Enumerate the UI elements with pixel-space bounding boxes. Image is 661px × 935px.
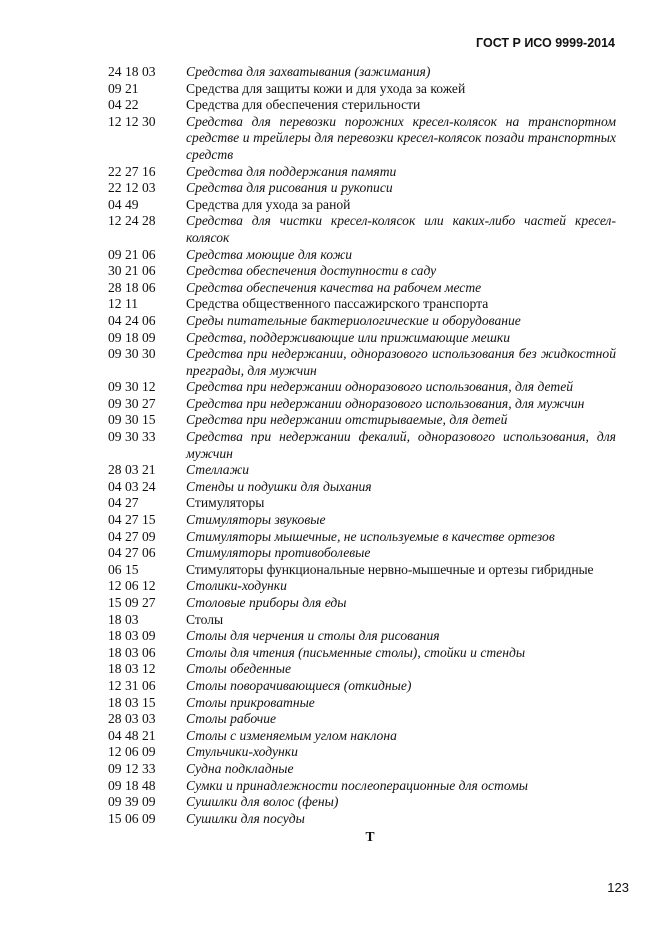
entry-code: 18 03 09: [108, 628, 156, 644]
entry-term: Средства для перевозки порожних кресел-колясок на транспортном средстве и трейлеры для перевозки кресел-колясок позади транспортных средств: [186, 113, 616, 162]
index-entry: [108, 213, 616, 246]
entry-term: Средства обеспечения качества на рабочем месте: [186, 279, 482, 295]
entry-code: 28 18 06: [108, 279, 156, 295]
entry-term: Сушилки для посуды: [186, 810, 305, 826]
entry-term: Средства для чистки кресел-колясок или каких-либо частей кресел-колясок: [186, 213, 616, 245]
entry-code: 18 03 15: [108, 694, 156, 710]
index-entry: [108, 164, 616, 181]
entry-term: Средства общественного пассажирского транспорта: [186, 296, 489, 312]
index-entry: [108, 379, 616, 396]
index-entry: [108, 296, 616, 313]
index-entry: [108, 429, 616, 462]
index-list: [108, 64, 616, 846]
index-entry: [108, 612, 616, 629]
entry-code: 28 03 03: [108, 711, 156, 727]
index-entry: [108, 578, 616, 595]
entry-term: Средства при недержании, одноразового использования без жидкостной преграды, для мужчин: [186, 346, 616, 378]
entry-code: 22 12 03: [108, 180, 156, 196]
entry-code: 09 30 33: [108, 429, 156, 445]
index-entry: [108, 180, 616, 197]
index-entry: [108, 744, 616, 761]
entry-term: Стеллажи: [186, 462, 250, 478]
entry-term: Столовые приборы для еды: [186, 595, 347, 610]
entry-term: Средства, поддерживающие или прижимающие мешки: [186, 329, 511, 345]
entry-term: Сумки и принадлежности послеоперационные для остомы: [186, 777, 529, 793]
index-entry: [108, 64, 616, 81]
entry-code: 15 06 09: [108, 810, 156, 826]
section-letter: Т: [365, 829, 375, 845]
entry-term: Средства моющие для кожи: [186, 246, 353, 262]
entry-term: Средства при недержании одноразового использования, для детей: [186, 379, 574, 395]
entry-code: 04 27 06: [108, 545, 156, 561]
entry-term: Средства для защиты кожи и для ухода за кожей: [186, 80, 466, 96]
entry-term: Средства при недержании фекалий, одноразового использования, для мужчин: [186, 429, 616, 461]
entry-code: 12 06 12: [108, 578, 156, 594]
entry-code: 18 03 06: [108, 644, 156, 660]
index-entry: [108, 97, 616, 114]
entry-code: 09 18 48: [108, 777, 156, 793]
index-entry: [108, 794, 616, 811]
entry-code: 06 15: [108, 561, 139, 577]
entry-code: 12 11: [108, 296, 139, 312]
entry-term: Среды питательные бактериологические и оборудование: [186, 312, 521, 328]
entry-term: Стимуляторы функциональные нервно-мышечные и ортезы гибридные: [186, 561, 594, 577]
entry-term: Стимуляторы мышечные, не используемые в качестве ортезов: [186, 528, 555, 544]
entry-code: 04 27 15: [108, 512, 156, 528]
document-header: ГОСТ Р ИСО 9999-2014: [476, 36, 615, 50]
index-entry: [108, 678, 616, 695]
entry-term: Средства для рисования и рукописи: [186, 180, 393, 196]
index-entry: [108, 761, 616, 778]
entry-code: 18 03 12: [108, 661, 156, 677]
entry-code: 12 06 09: [108, 744, 156, 760]
index-entry: [108, 330, 616, 347]
page-number: 123: [607, 880, 629, 895]
entry-term: Средства для обеспечения стерильности: [186, 97, 421, 113]
entry-term: Стимуляторы противоболевые: [186, 545, 371, 561]
entry-code: 09 30 15: [108, 412, 156, 428]
entry-list: [108, 64, 616, 827]
index-entry: [108, 529, 616, 546]
entry-term: Сушилки для волос (фены): [186, 794, 339, 810]
entry-term: Стимуляторы: [186, 495, 265, 511]
entry-code: 09 30 30: [108, 346, 156, 362]
index-entry: [108, 412, 616, 429]
entry-code: 12 24 28: [108, 213, 156, 229]
entry-code: 15 09 27: [108, 595, 156, 610]
entry-term: Средства для ухода за раной: [186, 196, 351, 212]
entry-code: 04 27: [108, 495, 139, 511]
index-entry: [108, 545, 616, 562]
index-entry: [108, 462, 616, 479]
entry-term: Стимуляторы звуковые: [186, 512, 326, 528]
index-entry: [108, 695, 616, 712]
entry-code: 04 24 06: [108, 312, 156, 328]
entry-code: 09 12 33: [108, 760, 156, 776]
index-entry: [108, 728, 616, 745]
entry-term: Столы поворачивающиеся (откидные): [186, 677, 412, 693]
index-entry: [108, 197, 616, 214]
index-entry: [108, 595, 616, 612]
entry-code: 24 18 03: [108, 64, 156, 79]
index-entry: [108, 495, 616, 512]
index-entry: [108, 313, 616, 330]
entry-code: 04 48 21: [108, 727, 156, 743]
entry-code: 04 27 09: [108, 528, 156, 544]
entry-code: 04 03 24: [108, 478, 156, 494]
entry-term: Столы: [186, 611, 224, 627]
index-entry: [108, 512, 616, 529]
entry-code: 22 27 16: [108, 163, 156, 179]
entry-code: 09 21 06: [108, 246, 156, 262]
entry-code: 30 21 06: [108, 263, 156, 279]
index-entry: [108, 346, 616, 379]
entry-term: Столы для черчения и столы для рисования: [186, 628, 440, 644]
entry-term: Стенды и подушки для дыхания: [186, 478, 372, 494]
index-entry: [108, 479, 616, 496]
entry-code: 09 30 27: [108, 395, 156, 411]
entry-code: 09 39 09: [108, 794, 156, 810]
index-entry: [108, 396, 616, 413]
entry-code: 04 49: [108, 196, 139, 212]
entry-term: Столы с изменяемым углом наклона: [186, 727, 397, 743]
index-entry: [108, 661, 616, 678]
entry-code: 04 22: [108, 97, 139, 113]
entry-term: Средства для захватывания (зажимания): [186, 64, 431, 79]
index-entry: [108, 280, 616, 297]
index-entry: [108, 263, 616, 280]
index-entry: [108, 81, 616, 98]
entry-term: Столы для чтения (письменные столы), стойки и стенды: [186, 644, 526, 660]
entry-term: Столы рабочие: [186, 711, 277, 727]
index-entry: [108, 711, 616, 728]
entry-code: 28 03 21: [108, 462, 156, 478]
index-entry: [108, 811, 616, 828]
index-entry: [108, 114, 616, 164]
index-entry: [108, 645, 616, 662]
index-entry: [108, 778, 616, 795]
entry-code: 12 12 30: [108, 113, 156, 129]
entry-term: Столы прикроватные: [186, 694, 315, 710]
entry-code: 09 21: [108, 80, 139, 96]
entry-term: Средства для поддержания памяти: [186, 163, 397, 179]
entry-term: Средства обеспечения доступности в саду: [186, 263, 437, 279]
entry-code: 09 18 09: [108, 329, 156, 345]
index-entry: [108, 247, 616, 264]
entry-code: 18 03: [108, 611, 139, 627]
index-entry: [108, 628, 616, 645]
entry-term: Столики-ходунки: [186, 578, 287, 594]
entry-term: Столы обеденные: [186, 661, 292, 677]
entry-code: 09 30 12: [108, 379, 156, 395]
entry-term: Судна подкладные: [186, 760, 294, 776]
entry-term: Средства при недержании одноразового использования, для мужчин: [186, 395, 585, 411]
entry-code: 12 31 06: [108, 677, 156, 693]
index-entry: [108, 562, 616, 579]
entry-term: Средства при недержании отстирываемые, для детей: [186, 412, 508, 428]
entry-term: Стульчики-ходунки: [186, 744, 298, 760]
